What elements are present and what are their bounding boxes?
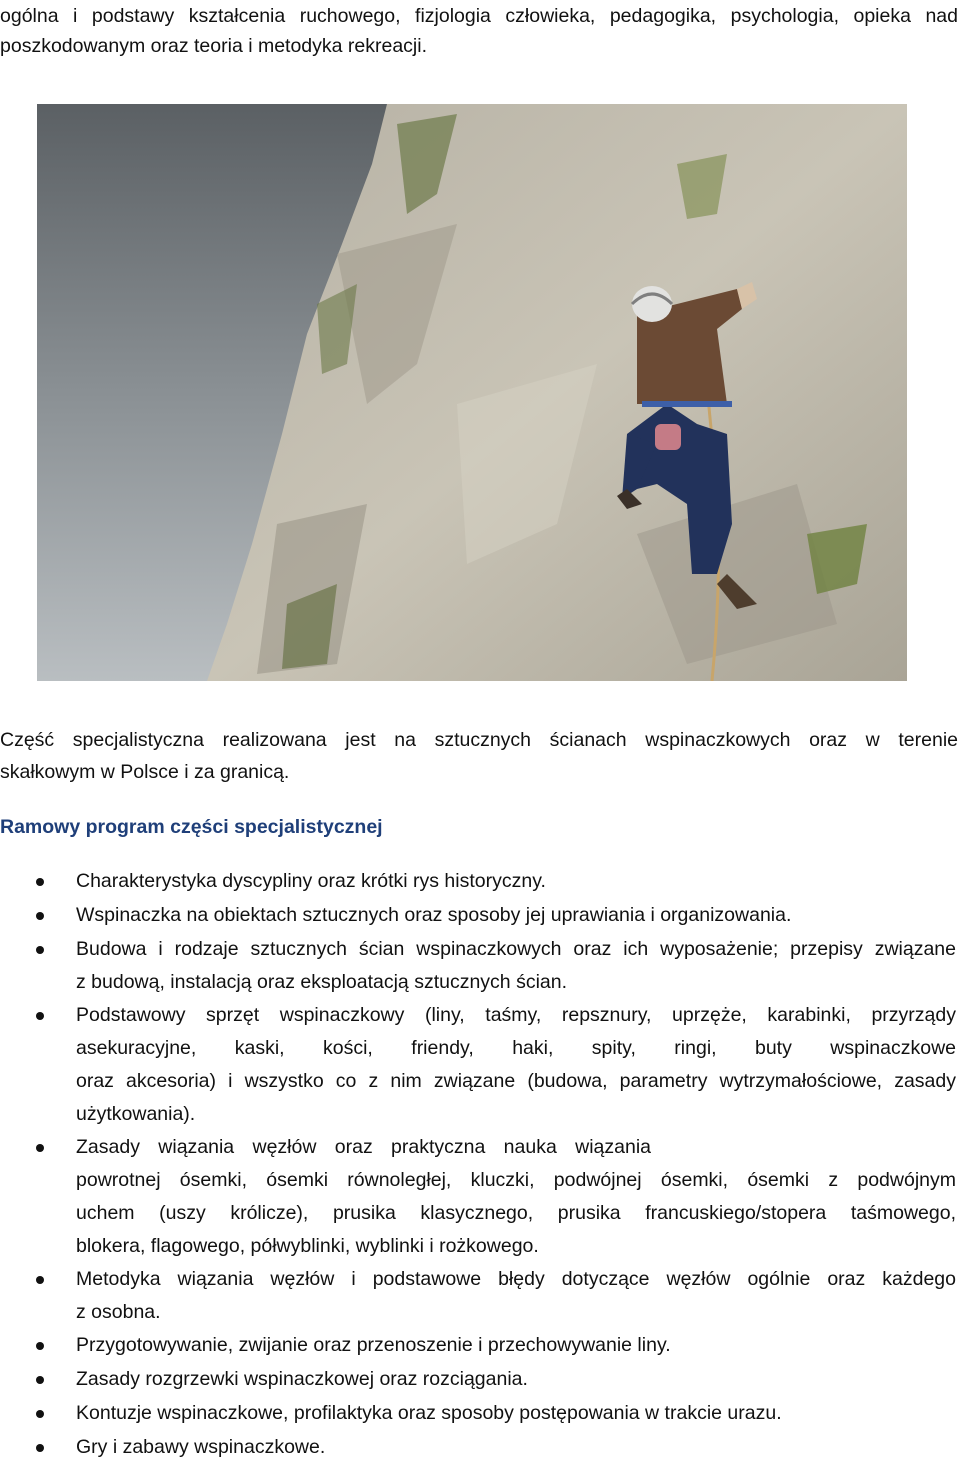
list-item-line: z budową, instalacją oraz eksploatacją sztucznych ścian. — [76, 971, 568, 993]
bullet-icon — [36, 912, 44, 920]
list-item-line: Charakterystyka dyscypliny oraz krótki rys historyczny. — [76, 870, 546, 892]
intro-line-2: poszkodowanym oraz teoria i metodyka rekreacji. — [0, 35, 428, 57]
bullet-icon — [36, 1410, 44, 1418]
list-item-line: Gry i zabawy wspinaczkowe. — [76, 1436, 326, 1458]
list-item-line: użytkowania). — [76, 1103, 196, 1125]
list-item-line: Metodyka wiązania węzłów i podstawowe błędy dotyczące węzłów ogólnie oraz każdego — [76, 1268, 956, 1290]
bullet-icon — [36, 1144, 44, 1152]
list-item-line: asekuracyjne, kaski, kości, friendy, haki, spity, ringi, buty wspinaczkowe — [76, 1037, 956, 1059]
bullet-icon — [36, 1342, 44, 1350]
climber-on-rock-image — [37, 104, 907, 681]
list-item-line: Kontuzje wspinaczkowe, profilaktyka oraz sposoby postępowania w trakcie urazu. — [76, 1402, 782, 1424]
section-heading: Ramowy program części specjalistycznej — [0, 816, 383, 838]
list-item-line: oraz akcesoria) i wszystko co z nim związane (budowa, parametry wytrzymałościowe, zasady — [76, 1070, 956, 1092]
specialist-paragraph-line-2: skałkowym w Polsce i za granicą. — [0, 761, 290, 783]
specialist-paragraph-line-1: Część specjalistyczna realizowana jest na sztucznych ścianach wspinaczkowych oraz w terenie — [0, 729, 958, 751]
list-item-line: z osobna. — [76, 1301, 161, 1323]
list-item-line: blokera, flagowego, półwyblinki, wyblinki i rożkowego. — [76, 1235, 539, 1257]
list-item-line: Podstawowy sprzęt wspinaczkowy (liny, taśmy, repsznury, uprzęże, karabinki, przyrządy — [76, 1004, 956, 1026]
bullet-icon — [36, 946, 44, 954]
list-item-line: Przygotowywanie, zwijanie oraz przenoszenie i przechowywanie liny. — [76, 1334, 671, 1356]
list-item-line: Zasady rozgrzewki wspinaczkowej oraz rozciągania. — [76, 1368, 528, 1390]
bullet-icon — [36, 1276, 44, 1284]
intro-line-1: ogólna i podstawy kształcenia ruchowego, fizjologia człowieka, pedagogika, psychologia, opieka nad — [0, 5, 958, 27]
list-item-line: Zasady wiązania węzłów oraz praktyczna nauka wiązania — [76, 1136, 651, 1158]
list-item-line: uchem (uszy królicze), prusika klasycznego, prusika francuskiego/stopera taśmowego, — [76, 1202, 956, 1224]
list-item-line: Budowa i rodzaje sztucznych ścian wspinaczkowych oraz ich wyposażenie; przepisy związane — [76, 938, 956, 960]
list-item-line: powrotnej ósemki, ósemki równoległej, kluczki, podwójnej ósemki, ósemki z podwójnym — [76, 1169, 956, 1191]
bullet-icon — [36, 878, 44, 886]
bullet-icon — [36, 1444, 44, 1452]
bullet-icon — [36, 1012, 44, 1020]
bullet-icon — [36, 1376, 44, 1384]
climber-photo — [37, 104, 907, 681]
list-item-line: Wspinaczka na obiektach sztucznych oraz sposoby jej uprawiania i organizowania. — [76, 904, 792, 926]
